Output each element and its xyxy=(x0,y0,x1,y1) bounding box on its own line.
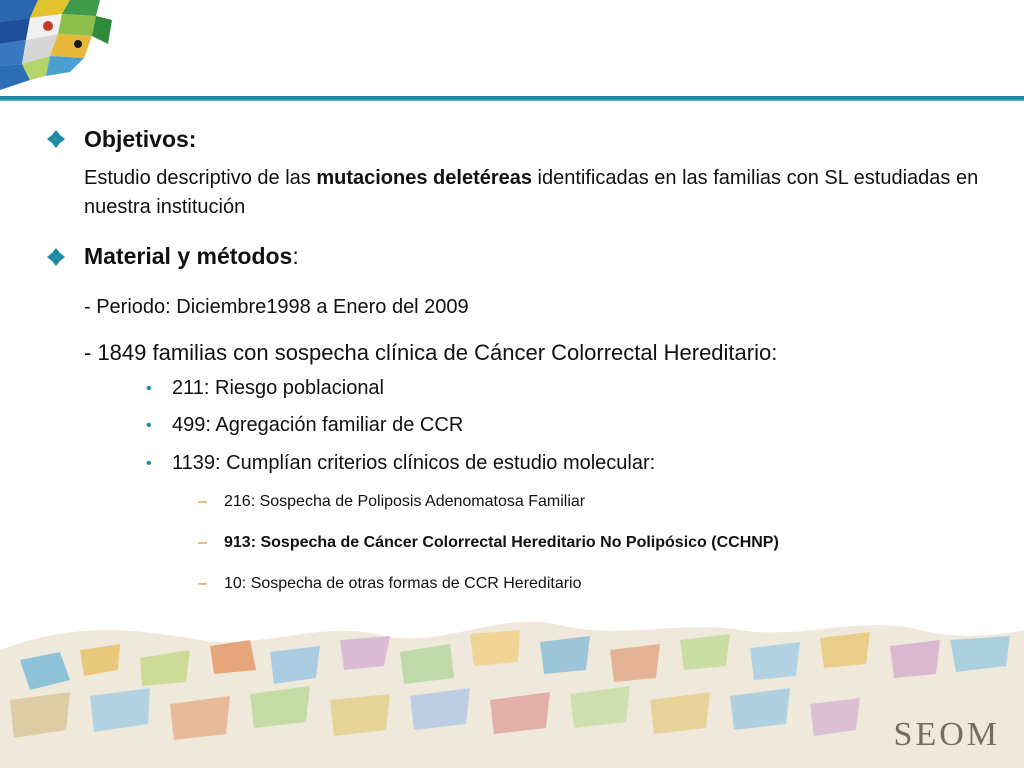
diamond-bullet-icon xyxy=(46,129,66,149)
bullet-dot-icon: • xyxy=(146,380,152,397)
bullet-dot-icon: • xyxy=(146,455,152,472)
dash-bullet-icon: – xyxy=(198,534,207,551)
objetivos-text-part1: Estudio descriptivo de las xyxy=(84,167,317,189)
section-objetivos-text xyxy=(84,164,1004,222)
objetivos-text-part2: identificadas en las familias con SL estudiadas en nuestra institución xyxy=(84,167,979,218)
list-item: 211: Riesgo poblacional xyxy=(172,377,385,399)
diamond-bullet-icon xyxy=(46,247,66,267)
list-item: 1139: Cumplían criterios clínicos de estudio molecular: xyxy=(172,452,656,474)
mosaic-band-decoration xyxy=(0,600,1024,768)
sub-list-item: 10: Sospecha de otras formas de CCR Hereditario xyxy=(224,575,582,592)
section-objetivos-title: Objetivos: xyxy=(84,126,197,152)
section-material-title xyxy=(84,243,299,270)
sub-list-item-highlighted: 913: Sospecha de Cáncer Colorrectal Hereditario No Polipósico (CCHNP) xyxy=(224,534,779,551)
seom-logo: SEOM xyxy=(893,716,1000,753)
dash-bullet-icon: – xyxy=(198,575,207,592)
periodo-line: - Periodo: Diciembre1998 a Enero del 2009 xyxy=(84,296,469,318)
material-title-text: Material y métodos xyxy=(84,243,293,269)
material-title-colon: : xyxy=(292,243,299,269)
dash-bullet-icon: – xyxy=(198,493,207,510)
familias-line: - 1849 familias con sospecha clínica de Cáncer Colorrectal Hereditario: xyxy=(84,340,778,365)
bullet-dot-icon: • xyxy=(146,417,152,434)
list-item: 499: Agregación familiar de CCR xyxy=(172,414,464,436)
objetivos-text-bold: mutaciones deletéreas xyxy=(316,167,532,189)
sub-list-item: 216: Sospecha de Poliposis Adenomatosa Familiar xyxy=(224,493,586,510)
